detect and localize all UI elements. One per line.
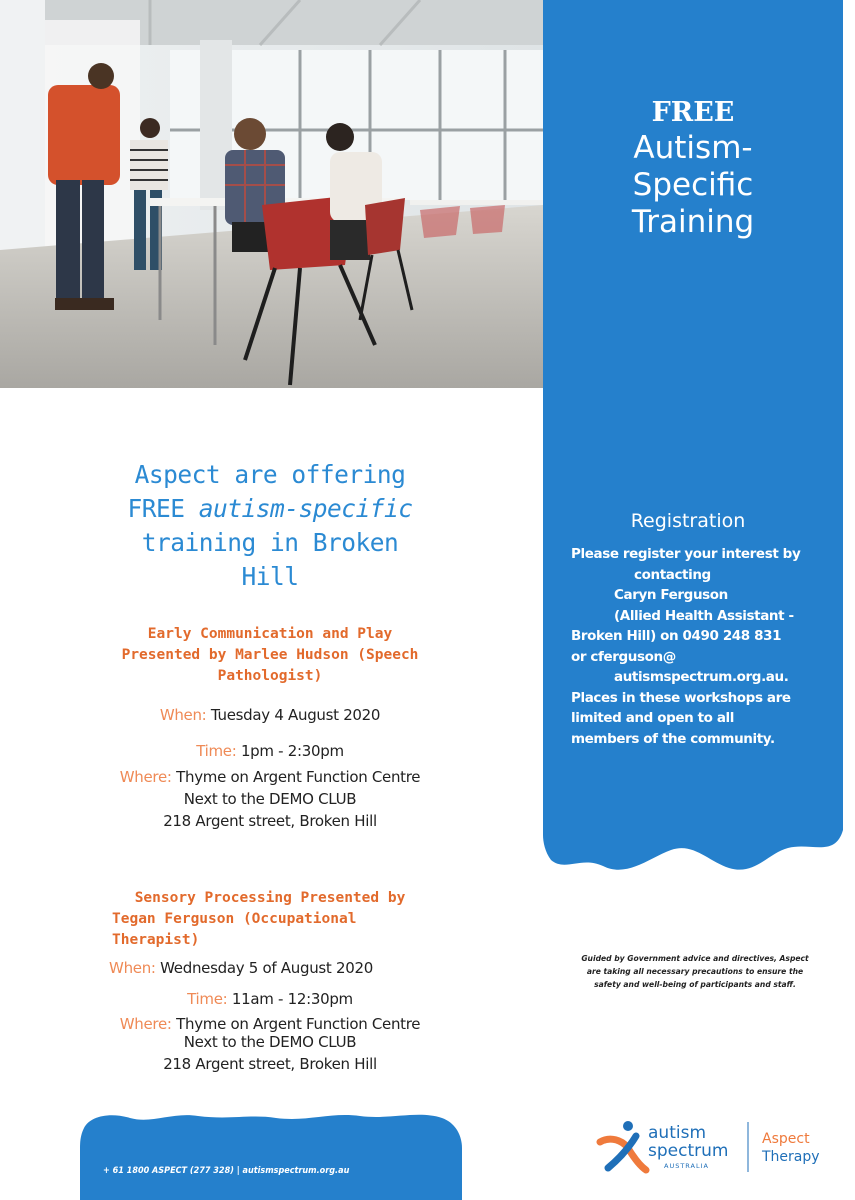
workshop-2-where-line-3: 218 Argent street, Broken Hill [163,1055,377,1073]
registration-title: Registration [630,510,746,532]
where-value: Thyme on Argent Function Centre [176,768,421,786]
panel-title-line-2: Specific [632,167,754,203]
when-value: Tuesday 4 August 2020 [210,706,381,724]
when-label: When: [109,959,156,977]
workshop-1-where-line-3: 218 Argent street, Broken Hill [163,812,377,830]
when-label: When: [159,706,207,724]
registration-email-line[interactable]: or cferguson@ [571,648,676,665]
panel-free-label: FREE [651,97,735,128]
time-label: Time: [196,742,237,760]
safety-notice [560,952,830,991]
registration-body [571,544,833,749]
registration-line: contacting [634,566,711,583]
logo-head-icon [623,1121,633,1131]
workshop-1-title-line-1: Early Communication and Play [147,626,393,642]
workshop-1-title [80,624,460,687]
main-heading [80,458,460,594]
registration-line: Caryn Ferguson [614,587,728,603]
workshop-1-when [80,704,460,726]
therapy-word: Therapy [762,1149,820,1165]
notice-line-2: are taking all necessary precautions to ensure the [586,967,804,976]
registration-line: (Allied Health Assistant - [614,607,794,624]
workshop-1-title-line-2: Presented by Marlee Hudson (Speech [121,647,419,663]
notice-line-3: safety and well-being of participants and staff. [594,980,796,989]
registration-line: members of the community. [571,730,775,747]
where-label: Where: [119,768,172,786]
main-heading-line-3: training in Broken [141,528,399,557]
logo-autism-word: autism [648,1123,706,1143]
panel-title-line-3: Training [631,204,755,240]
logo-spectrum-word: spectrum [648,1141,729,1161]
workshop-1-time [80,740,460,762]
workshop-2-title-line-3: Therapist) [112,932,200,948]
training-room-photo [0,0,543,388]
workshop-2-title-line-2: Tegan Ferguson (Occupational [112,911,357,927]
workshop-2-when [80,957,402,979]
when-value: Wednesday 5 of August 2020 [160,959,373,977]
main-heading-free: FREE [127,494,199,523]
main-heading-line-1: Aspect are offering [134,460,406,489]
workshop-2-title [80,888,460,951]
time-value: 11am - 12:30pm [231,990,353,1008]
panel-heading [543,96,843,241]
time-value: 1pm - 2:30pm [240,742,344,760]
where-label: Where: [119,1015,172,1033]
workshop-1-where-line-2: Next to the DEMO CLUB [183,790,357,808]
time-label: Time: [187,990,228,1008]
main-heading-italic: autism-specific [198,494,413,523]
panel-title-line-1: Autism- [633,130,753,166]
aspect-therapy-wordmark [762,1130,820,1166]
footer-contact[interactable]: + 61 1800 ASPECT (277 328) | autismspectrum.org.au [103,1166,350,1176]
registration-line: Broken Hill) on 0490 248 831 [571,628,782,644]
main-heading-line-4: Hill [241,562,299,591]
footer-blue-shape [80,1108,462,1200]
registration-line: Please register your interest by [571,546,801,562]
workshop-1-where [80,766,460,788]
hero-photo [0,0,543,388]
logo-australia-word: AUSTRALIA [664,1162,709,1170]
notice-line-1: Guided by Government advice and directives, Aspect [581,954,809,963]
where-value: Thyme on Argent Function Centre [176,1015,421,1033]
workshop-2-where-line-2: Next to the DEMO CLUB [183,1033,357,1051]
registration-line: limited and open to all [571,710,735,726]
main-heading-line-2 [80,492,460,526]
workshop-2-title-line-1: Sensory Processing Presented by [134,890,406,906]
aspect-word: Aspect [762,1131,810,1147]
registration-email-domain[interactable]: autismspectrum.org.au. [614,669,789,685]
registration-line: Places in these workshops are [571,689,791,706]
workshop-2-time [80,988,460,1010]
workshop-1-title-line-3: Pathologist) [217,668,323,684]
